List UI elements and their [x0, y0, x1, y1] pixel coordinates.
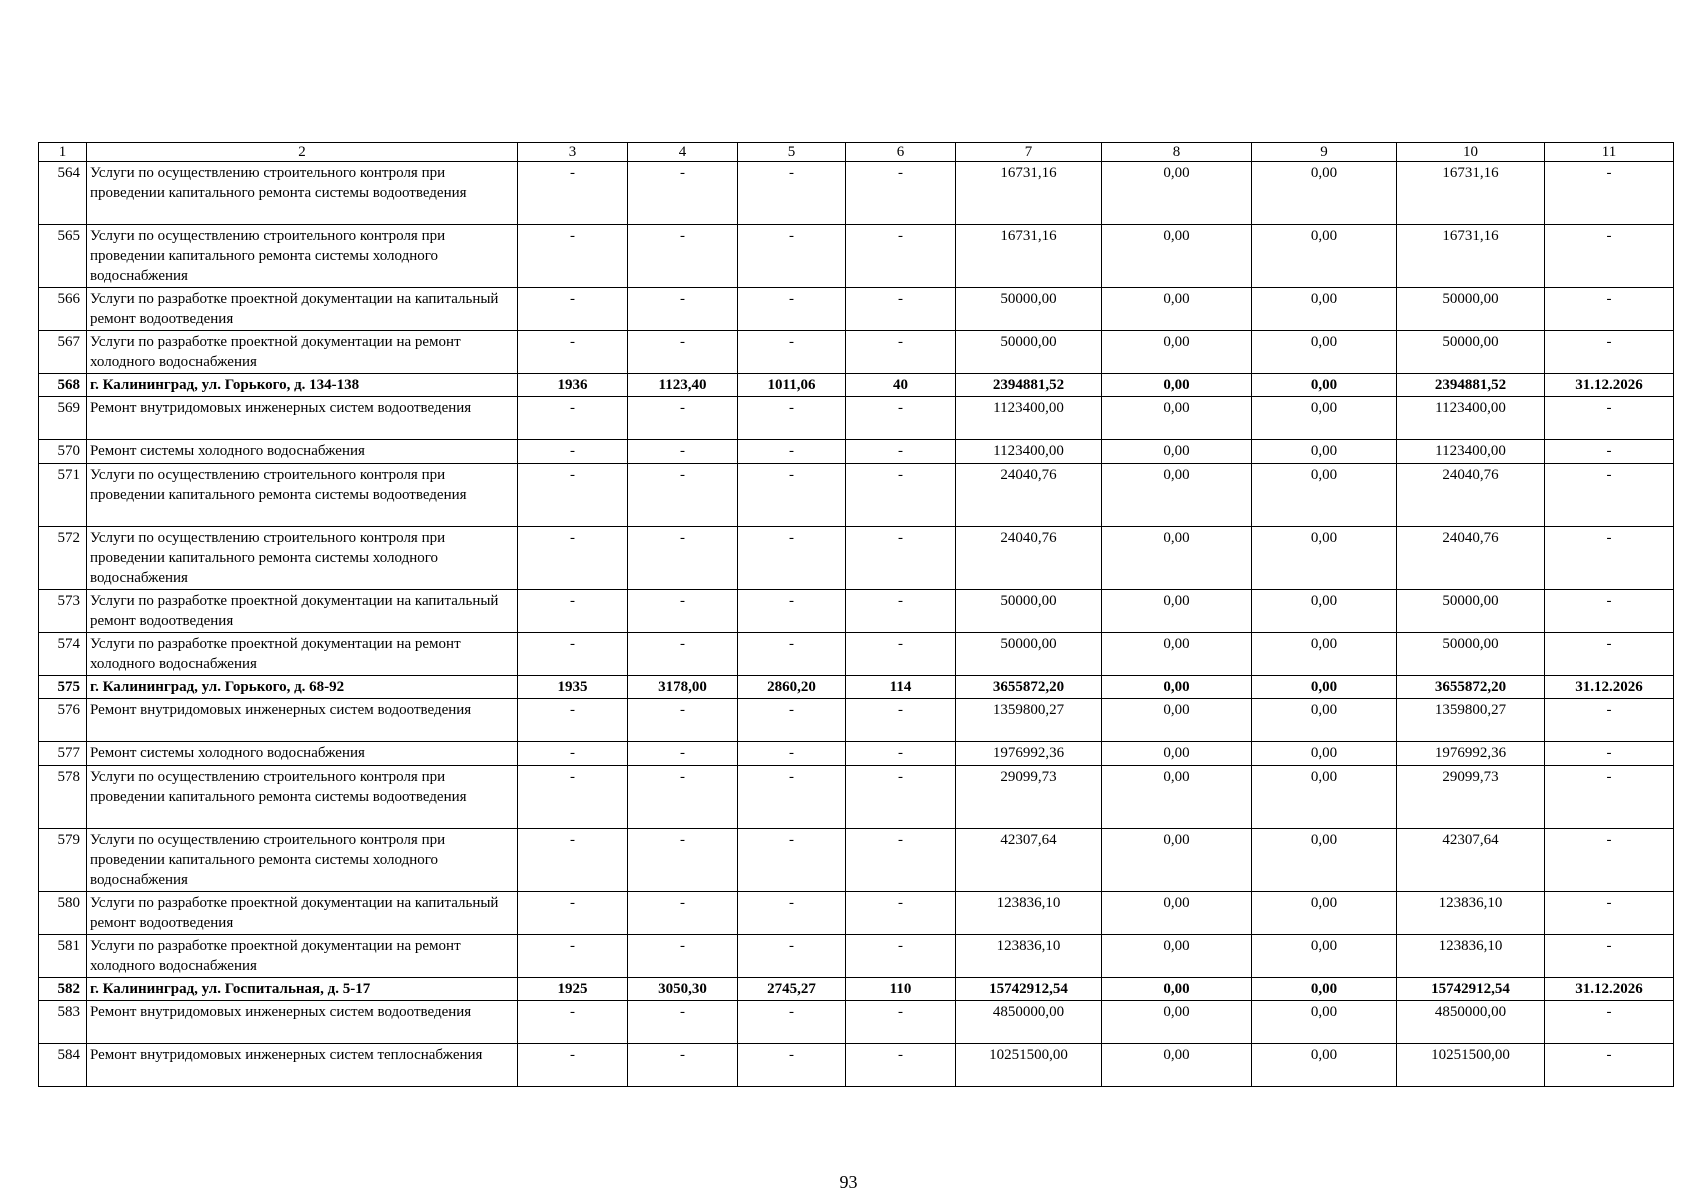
total-cost: 16731,16	[956, 162, 1102, 225]
residents-count: 110	[846, 978, 956, 1001]
value-col-8: 0,00	[1102, 288, 1252, 331]
build-year: -	[518, 935, 628, 978]
value-col-9: 0,00	[1252, 766, 1397, 829]
total-area: -	[628, 397, 738, 440]
completion-date: -	[1545, 935, 1674, 978]
total-area: -	[628, 288, 738, 331]
total-area: -	[628, 829, 738, 892]
row-number: 579	[39, 829, 87, 892]
value-col-8: 0,00	[1102, 162, 1252, 225]
total-area: -	[628, 331, 738, 374]
col-header-9: 9	[1252, 143, 1397, 162]
completion-date: -	[1545, 527, 1674, 590]
total-area: -	[628, 440, 738, 464]
living-area: 2860,20	[738, 676, 846, 699]
row-number: 582	[39, 978, 87, 1001]
total-cost: 10251500,00	[956, 1044, 1102, 1087]
residents-count: -	[846, 440, 956, 464]
residents-count: -	[846, 766, 956, 829]
living-area: 1011,06	[738, 374, 846, 397]
living-area: -	[738, 464, 846, 527]
col-header-5: 5	[738, 143, 846, 162]
total-area: -	[628, 742, 738, 766]
works-table	[38, 142, 1674, 1087]
total-area: -	[628, 699, 738, 742]
living-area: -	[738, 1044, 846, 1087]
value-col-10: 16731,16	[1397, 162, 1545, 225]
residents-count: -	[846, 633, 956, 676]
completion-date: -	[1545, 1044, 1674, 1087]
total-cost: 50000,00	[956, 331, 1102, 374]
completion-date: -	[1545, 225, 1674, 288]
col-header-3: 3	[518, 143, 628, 162]
value-col-9: 0,00	[1252, 829, 1397, 892]
value-col-8: 0,00	[1102, 374, 1252, 397]
value-col-10: 24040,76	[1397, 527, 1545, 590]
build-year: -	[518, 633, 628, 676]
living-area: -	[738, 527, 846, 590]
living-area: -	[738, 397, 846, 440]
table-row	[39, 699, 1674, 742]
total-cost: 4850000,00	[956, 1001, 1102, 1044]
row-number: 584	[39, 1044, 87, 1087]
total-cost: 50000,00	[956, 633, 1102, 676]
total-area: 1123,40	[628, 374, 738, 397]
total-area: -	[628, 1044, 738, 1087]
living-area: -	[738, 162, 846, 225]
header-row	[39, 143, 1674, 162]
value-col-8: 0,00	[1102, 1044, 1252, 1087]
row-number: 572	[39, 527, 87, 590]
table-row	[39, 440, 1674, 464]
value-col-10: 123836,10	[1397, 935, 1545, 978]
row-number: 575	[39, 676, 87, 699]
value-col-8: 0,00	[1102, 892, 1252, 935]
item-name: Услуги по разработке проектной документации на ремонт холодного водоснабжения	[87, 935, 518, 978]
completion-date: -	[1545, 1001, 1674, 1044]
value-col-10: 2394881,52	[1397, 374, 1545, 397]
completion-date: -	[1545, 633, 1674, 676]
item-name: г. Калининград, ул. Горького, д. 134-138	[87, 374, 518, 397]
living-area: -	[738, 225, 846, 288]
total-cost: 123836,10	[956, 935, 1102, 978]
build-year: -	[518, 397, 628, 440]
total-area: 3050,30	[628, 978, 738, 1001]
item-name: Ремонт системы холодного водоснабжения	[87, 440, 518, 464]
total-area: -	[628, 935, 738, 978]
residents-count: -	[846, 892, 956, 935]
value-col-8: 0,00	[1102, 464, 1252, 527]
col-header-2: 2	[87, 143, 518, 162]
row-number: 576	[39, 699, 87, 742]
item-name: Ремонт системы холодного водоснабжения	[87, 742, 518, 766]
total-area: -	[628, 1001, 738, 1044]
build-year: -	[518, 766, 628, 829]
value-col-8: 0,00	[1102, 590, 1252, 633]
living-area: -	[738, 1001, 846, 1044]
table-row	[39, 225, 1674, 288]
value-col-9: 0,00	[1252, 590, 1397, 633]
completion-date: -	[1545, 766, 1674, 829]
completion-date: -	[1545, 464, 1674, 527]
value-col-10: 50000,00	[1397, 590, 1545, 633]
item-name: Услуги по разработке проектной документации на ремонт холодного водоснабжения	[87, 633, 518, 676]
residents-count: -	[846, 527, 956, 590]
table-row	[39, 829, 1674, 892]
completion-date: -	[1545, 162, 1674, 225]
value-col-10: 50000,00	[1397, 633, 1545, 676]
item-name: г. Калининград, ул. Госпитальная, д. 5-17	[87, 978, 518, 1001]
total-cost: 123836,10	[956, 892, 1102, 935]
table-body	[39, 162, 1674, 1087]
build-year: 1925	[518, 978, 628, 1001]
completion-date: -	[1545, 892, 1674, 935]
table-row	[39, 766, 1674, 829]
build-year: -	[518, 162, 628, 225]
completion-date: -	[1545, 440, 1674, 464]
value-col-9: 0,00	[1252, 331, 1397, 374]
total-cost: 50000,00	[956, 590, 1102, 633]
completion-date: -	[1545, 699, 1674, 742]
total-area: -	[628, 464, 738, 527]
table-row	[39, 1044, 1674, 1087]
value-col-8: 0,00	[1102, 527, 1252, 590]
residents-count: -	[846, 225, 956, 288]
table-row	[39, 397, 1674, 440]
table-row	[39, 331, 1674, 374]
row-number: 581	[39, 935, 87, 978]
item-name: г. Калининград, ул. Горького, д. 68-92	[87, 676, 518, 699]
residents-count: -	[846, 699, 956, 742]
item-name: Ремонт внутридомовых инженерных систем водоотведения	[87, 699, 518, 742]
living-area: -	[738, 699, 846, 742]
row-number: 580	[39, 892, 87, 935]
completion-date: 31.12.2026	[1545, 978, 1674, 1001]
completion-date: -	[1545, 829, 1674, 892]
value-col-10: 29099,73	[1397, 766, 1545, 829]
table-row	[39, 978, 1674, 1001]
living-area: -	[738, 331, 846, 374]
build-year: -	[518, 829, 628, 892]
value-col-10: 16731,16	[1397, 225, 1545, 288]
build-year: -	[518, 892, 628, 935]
total-cost: 29099,73	[956, 766, 1102, 829]
value-col-8: 0,00	[1102, 829, 1252, 892]
value-col-10: 4850000,00	[1397, 1001, 1545, 1044]
residents-count: -	[846, 331, 956, 374]
build-year: -	[518, 440, 628, 464]
item-name: Ремонт внутридомовых инженерных систем водоотведения	[87, 397, 518, 440]
total-area: -	[628, 766, 738, 829]
residents-count: -	[846, 288, 956, 331]
value-col-8: 0,00	[1102, 978, 1252, 1001]
row-number: 566	[39, 288, 87, 331]
value-col-8: 0,00	[1102, 1001, 1252, 1044]
row-number: 565	[39, 225, 87, 288]
table-row	[39, 162, 1674, 225]
total-area: 3178,00	[628, 676, 738, 699]
value-col-8: 0,00	[1102, 225, 1252, 288]
total-cost: 42307,64	[956, 829, 1102, 892]
value-col-9: 0,00	[1252, 440, 1397, 464]
col-header-4: 4	[628, 143, 738, 162]
total-area: -	[628, 892, 738, 935]
value-col-9: 0,00	[1252, 527, 1397, 590]
value-col-8: 0,00	[1102, 766, 1252, 829]
value-col-9: 0,00	[1252, 935, 1397, 978]
value-col-9: 0,00	[1252, 288, 1397, 331]
residents-count: -	[846, 1001, 956, 1044]
build-year: -	[518, 464, 628, 527]
value-col-10: 15742912,54	[1397, 978, 1545, 1001]
build-year: 1936	[518, 374, 628, 397]
completion-date: -	[1545, 288, 1674, 331]
build-year: -	[518, 1044, 628, 1087]
completion-date: 31.12.2026	[1545, 374, 1674, 397]
value-col-10: 123836,10	[1397, 892, 1545, 935]
row-number: 578	[39, 766, 87, 829]
residents-count: -	[846, 829, 956, 892]
value-col-10: 10251500,00	[1397, 1044, 1545, 1087]
living-area: -	[738, 742, 846, 766]
value-col-10: 3655872,20	[1397, 676, 1545, 699]
completion-date: -	[1545, 742, 1674, 766]
value-col-10: 24040,76	[1397, 464, 1545, 527]
value-col-10: 50000,00	[1397, 288, 1545, 331]
value-col-9: 0,00	[1252, 633, 1397, 676]
total-cost: 1359800,27	[956, 699, 1102, 742]
total-cost: 24040,76	[956, 527, 1102, 590]
total-area: -	[628, 162, 738, 225]
table-row	[39, 374, 1674, 397]
residents-count: -	[846, 162, 956, 225]
value-col-9: 0,00	[1252, 464, 1397, 527]
build-year: 1935	[518, 676, 628, 699]
table-row	[39, 633, 1674, 676]
living-area: -	[738, 766, 846, 829]
row-number: 577	[39, 742, 87, 766]
residents-count: -	[846, 397, 956, 440]
residents-count: -	[846, 935, 956, 978]
value-col-8: 0,00	[1102, 935, 1252, 978]
table-row	[39, 288, 1674, 331]
build-year: -	[518, 742, 628, 766]
row-number: 564	[39, 162, 87, 225]
living-area: -	[738, 633, 846, 676]
row-number: 571	[39, 464, 87, 527]
build-year: -	[518, 699, 628, 742]
value-col-8: 0,00	[1102, 440, 1252, 464]
total-cost: 3655872,20	[956, 676, 1102, 699]
value-col-10: 50000,00	[1397, 331, 1545, 374]
row-number: 569	[39, 397, 87, 440]
row-number: 570	[39, 440, 87, 464]
living-area: 2745,27	[738, 978, 846, 1001]
value-col-8: 0,00	[1102, 742, 1252, 766]
value-col-10: 1976992,36	[1397, 742, 1545, 766]
item-name: Услуги по разработке проектной документации на капитальный ремонт водоотведения	[87, 590, 518, 633]
col-header-8: 8	[1102, 143, 1252, 162]
residents-count: -	[846, 742, 956, 766]
col-header-6: 6	[846, 143, 956, 162]
total-cost: 1976992,36	[956, 742, 1102, 766]
col-header-7: 7	[956, 143, 1102, 162]
total-area: -	[628, 225, 738, 288]
living-area: -	[738, 935, 846, 978]
row-number: 568	[39, 374, 87, 397]
build-year: -	[518, 331, 628, 374]
table-row	[39, 527, 1674, 590]
completion-date: -	[1545, 397, 1674, 440]
value-col-8: 0,00	[1102, 633, 1252, 676]
value-col-8: 0,00	[1102, 331, 1252, 374]
value-col-9: 0,00	[1252, 162, 1397, 225]
build-year: -	[518, 527, 628, 590]
total-area: -	[628, 527, 738, 590]
item-name: Услуги по осуществлению строительного контроля при проведении капитального ремонта системы холодного водоснабжения	[87, 527, 518, 590]
value-col-10: 1123400,00	[1397, 397, 1545, 440]
table-row	[39, 1001, 1674, 1044]
total-cost: 24040,76	[956, 464, 1102, 527]
value-col-9: 0,00	[1252, 676, 1397, 699]
value-col-8: 0,00	[1102, 699, 1252, 742]
living-area: -	[738, 590, 846, 633]
completion-date: -	[1545, 590, 1674, 633]
page-number: 93	[839, 1172, 858, 1192]
value-col-10: 42307,64	[1397, 829, 1545, 892]
value-col-10: 1359800,27	[1397, 699, 1545, 742]
row-number: 573	[39, 590, 87, 633]
table-row	[39, 676, 1674, 699]
item-name: Услуги по осуществлению строительного контроля при проведении капитального ремонта системы холодного водоснабжения	[87, 829, 518, 892]
total-cost: 1123400,00	[956, 397, 1102, 440]
living-area: -	[738, 829, 846, 892]
col-header-11: 11	[1545, 143, 1674, 162]
total-cost: 2394881,52	[956, 374, 1102, 397]
total-cost: 50000,00	[956, 288, 1102, 331]
table-row	[39, 742, 1674, 766]
table-row	[39, 935, 1674, 978]
build-year: -	[518, 225, 628, 288]
table-row	[39, 590, 1674, 633]
col-header-1: 1	[39, 143, 87, 162]
col-header-10: 10	[1397, 143, 1545, 162]
value-col-9: 0,00	[1252, 374, 1397, 397]
value-col-8: 0,00	[1102, 397, 1252, 440]
living-area: -	[738, 440, 846, 464]
build-year: -	[518, 288, 628, 331]
completion-date: 31.12.2026	[1545, 676, 1674, 699]
item-name: Услуги по осуществлению строительного контроля при проведении капитального ремонта системы водоотведения	[87, 766, 518, 829]
value-col-9: 0,00	[1252, 225, 1397, 288]
residents-count: -	[846, 1044, 956, 1087]
total-cost: 15742912,54	[956, 978, 1102, 1001]
value-col-9: 0,00	[1252, 699, 1397, 742]
total-area: -	[628, 633, 738, 676]
value-col-9: 0,00	[1252, 978, 1397, 1001]
item-name: Услуги по разработке проектной документации на ремонт холодного водоснабжения	[87, 331, 518, 374]
item-name: Услуги по разработке проектной документации на капитальный ремонт водоотведения	[87, 288, 518, 331]
value-col-9: 0,00	[1252, 892, 1397, 935]
value-col-9: 0,00	[1252, 397, 1397, 440]
completion-date: -	[1545, 331, 1674, 374]
value-col-9: 0,00	[1252, 1001, 1397, 1044]
residents-count: 114	[846, 676, 956, 699]
build-year: -	[518, 590, 628, 633]
total-cost: 16731,16	[956, 225, 1102, 288]
build-year: -	[518, 1001, 628, 1044]
row-number: 583	[39, 1001, 87, 1044]
value-col-9: 0,00	[1252, 1044, 1397, 1087]
value-col-9: 0,00	[1252, 742, 1397, 766]
residents-count: -	[846, 590, 956, 633]
row-number: 567	[39, 331, 87, 374]
residents-count: 40	[846, 374, 956, 397]
item-name: Услуги по разработке проектной документации на капитальный ремонт водоотведения	[87, 892, 518, 935]
value-col-8: 0,00	[1102, 676, 1252, 699]
total-cost: 1123400,00	[956, 440, 1102, 464]
item-name: Услуги по осуществлению строительного контроля при проведении капитального ремонта системы водоотведения	[87, 162, 518, 225]
table-row	[39, 892, 1674, 935]
value-col-10: 1123400,00	[1397, 440, 1545, 464]
living-area: -	[738, 892, 846, 935]
item-name: Услуги по осуществлению строительного контроля при проведении капитального ремонта системы холодного водоснабжения	[87, 225, 518, 288]
item-name: Услуги по осуществлению строительного контроля при проведении капитального ремонта системы водоотведения	[87, 464, 518, 527]
item-name: Ремонт внутридомовых инженерных систем водоотведения	[87, 1001, 518, 1044]
residents-count: -	[846, 464, 956, 527]
total-area: -	[628, 590, 738, 633]
living-area: -	[738, 288, 846, 331]
row-number: 574	[39, 633, 87, 676]
item-name: Ремонт внутридомовых инженерных систем теплоснабжения	[87, 1044, 518, 1087]
table-row	[39, 464, 1674, 527]
